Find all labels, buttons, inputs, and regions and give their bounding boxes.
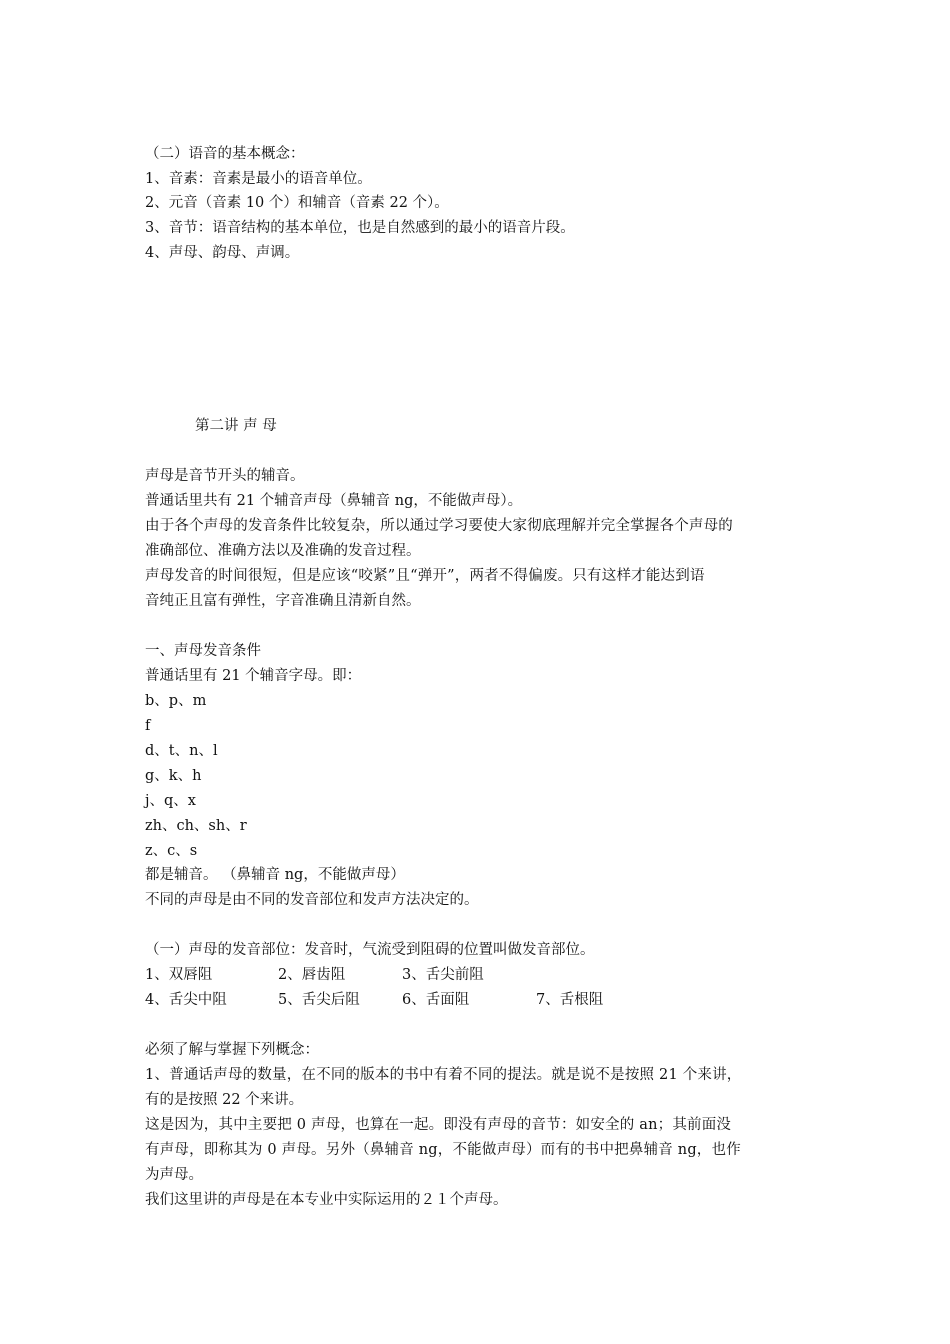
place-item: 4、舌尖中阻 xyxy=(145,992,227,1008)
place-item: 3、舌尖前阻 xyxy=(402,967,484,983)
basic-item-1: 1、音素：音素是最小的语音单位。 xyxy=(145,171,372,187)
places-row-1 xyxy=(145,965,845,985)
consonant-group-gkh: g、k、h xyxy=(145,768,202,784)
place-item: 6、舌面阻 xyxy=(402,992,470,1008)
conditions-lead: 普通话里有 21 个辅音字母。即： xyxy=(145,668,362,684)
place-item: 7、舌根阻 xyxy=(536,992,604,1008)
intro-line-2: 普通话里共有 21 个辅音声母（鼻辅音 ng，不能做声母）。 xyxy=(145,493,523,509)
concepts-line-3: 这是因为，其中主要把 0 声母，也算在一起。即没有声母的音节：如安全的 an；其前面没 xyxy=(145,1117,732,1133)
consonant-group-jqx: j、q、x xyxy=(145,793,196,809)
conditions-heading: 一、声母发音条件 xyxy=(145,643,261,659)
intro-line-5: 声母发音的时间很短，但是应该“咬紧”且“弹开”，两者不得偏废。只有这样才能达到语 xyxy=(145,568,705,584)
basic-item-3: 3、音节：语音结构的基本单位，也是自然感到的最小的语音片段。 xyxy=(145,220,575,236)
intro-line-1: 声母是音节开头的辅音。 xyxy=(145,468,305,484)
conditions-note-1: 都是辅音。 （鼻辅音 ng，不能做声母） xyxy=(145,867,405,883)
concepts-line-1: 1、普通话声母的数量，在不同的版本的书中有着不同的提法。就是说不是按照 21 个来讲， xyxy=(145,1067,742,1083)
place-item: 5、舌尖后阻 xyxy=(278,992,360,1008)
section-basic-heading: （二）语音的基本概念： xyxy=(145,146,305,162)
intro-line-6: 音纯正且富有弹性，字音准确且清新自然。 xyxy=(145,593,421,609)
places-row-2 xyxy=(145,990,845,1010)
basic-item-4: 4、声母、韵母、声调。 xyxy=(145,245,300,261)
conditions-note-2: 不同的声母是由不同的发音部位和发声方法决定的。 xyxy=(145,892,479,908)
concepts-heading: 必须了解与掌握下列概念： xyxy=(145,1042,319,1058)
place-item: 2、唇齿阻 xyxy=(278,967,346,983)
concepts-line-4: 有声母，即称其为 0 声母。另外（鼻辅音 ng，不能做声母）而有的书中把鼻辅音 ng，也作 xyxy=(145,1142,741,1158)
consonant-group-f: f xyxy=(145,718,151,734)
consonant-group-dtnl: d、t、n、l xyxy=(145,743,218,759)
intro-line-4: 准确部位、准确方法以及准确的发音过程。 xyxy=(145,543,421,559)
place-item: 1、双唇阻 xyxy=(145,967,213,983)
basic-item-2: 2、元音（音素 10 个）和辅音（音素 22 个）。 xyxy=(145,195,449,211)
concepts-line-2: 有的是按照 22 个来讲。 xyxy=(145,1092,304,1108)
places-heading: （一）声母的发音部位：发音时，气流受到阻碍的位置叫做发音部位。 xyxy=(145,942,595,958)
consonant-group-bpm: b、p、m xyxy=(145,693,207,709)
lecture-title: 第二讲 声 母 xyxy=(195,418,277,434)
concepts-line-6: 我们这里讲的声母是在本专业中实际运用的２１个声母。 xyxy=(145,1192,508,1208)
concepts-line-5: 为声母。 xyxy=(145,1167,203,1183)
intro-line-3: 由于各个声母的发音条件比较复杂，所以通过学习要使大家彻底理解并完全掌握各个声母的 xyxy=(145,518,733,534)
consonant-group-zcs: z、c、s xyxy=(145,843,198,859)
consonant-group-zhchshr: zh、ch、sh、r xyxy=(145,818,247,834)
